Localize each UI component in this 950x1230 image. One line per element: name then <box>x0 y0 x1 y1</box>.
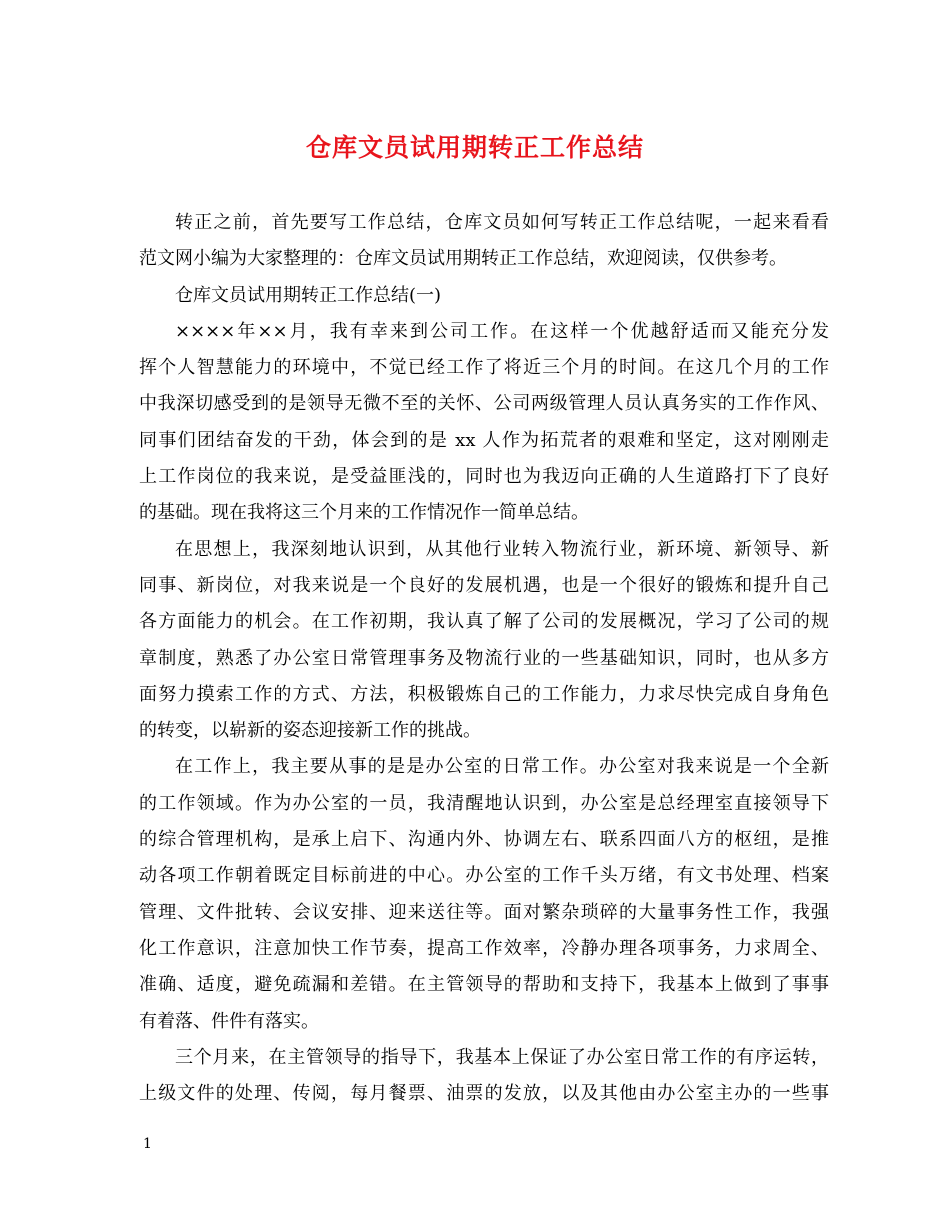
text-line: 上级文件的处理、传阅，每月餐票、油票的发放，以及其他由办公室主办的一些事 <box>139 1083 829 1105</box>
text-line: 各方面能力的机会。在工作初期，我认真了解了公司的发展概况，学习了公司的规 <box>139 611 829 633</box>
text-line: 动各项工作朝着既定目标前进的中心。办公室的工作千头万绪，有文书处理、档案 <box>139 865 829 887</box>
text-line: 有着落、件件有落实。 <box>139 1010 319 1032</box>
document-body <box>139 205 829 1112</box>
text-line: 上工作岗位的我来说，是受益匪浅的，同时也为我迈向正确的人生道路打下了良好 <box>139 466 829 488</box>
text-line: 化工作意识，注意加快工作节奏，提高工作效率，冷静办理各项事务，力求周全、 <box>139 937 829 959</box>
text-line: 章制度，熟悉了办公室日常管理事务及物流行业的一些基础知识，同时，也从多方 <box>139 647 829 669</box>
text-line: 在思想上，我深刻地认识到，从其他行业转入物流行业，新环境、新领导、新 <box>175 538 829 560</box>
page-number: 1 <box>143 1136 152 1152</box>
text-line: ××××年××月，我有幸来到公司工作。在这样一个优越舒适而又能充分发 <box>175 320 829 342</box>
text-line: 挥个人智慧能力的环境中，不觉已经工作了将近三个月的时间。在这几个月的工作 <box>139 357 829 379</box>
text-line: 三个月来，在主管领导的指导下，我基本上保证了办公室日常工作的有序运转， <box>175 1046 829 1068</box>
text-line: 在工作上，我主要从事的是是办公室的日常工作。办公室对我来说是一个全新 <box>175 756 829 778</box>
text-line: 的工作领域。作为办公室的一员，我清醒地认识到，办公室是总经理室直接领导下 <box>139 792 829 814</box>
document-title: 仓库文员试用期转正工作总结 <box>305 133 644 162</box>
text-line: 同事们团结奋发的干劲，体会到的是 xx 人作为拓荒者的艰难和坚定，这对刚刚走 <box>139 429 829 451</box>
text-line: 准确、适度，避免疏漏和差错。在主管领导的帮助和支持下，我基本上做到了事事 <box>139 974 829 996</box>
text-line: 同事、新岗位，对我来说是一个良好的发展机遇，也是一个很好的锻炼和提升自己 <box>139 574 829 596</box>
text-line: 范文网小编为大家整理的：仓库文员试用期转正工作总结，欢迎阅读，仅供参考。 <box>139 248 787 270</box>
text-line: 转正之前，首先要写工作总结，仓库文员如何写转正工作总结呢，一起来看看 <box>175 212 829 233</box>
text-line: 管理、文件批转、会议安排、迎来送往等。面对繁杂琐碎的大量事务性工作，我强 <box>139 901 829 923</box>
section-heading: 仓库文员试用期转正工作总结(一) <box>175 284 442 306</box>
text-line: 的基础。现在我将这三个月来的工作情况作一简单总结。 <box>139 502 589 524</box>
text-line: 面努力摸索工作的方式、方法，积极锻炼自己的工作能力，力求尽快完成自身角色 <box>139 683 829 705</box>
text-line: 的综合管理机构，是承上启下、沟通内外、协调左右、联系四面八方的枢纽，是推 <box>139 829 829 851</box>
text-line: 中我深切感受到的是领导无微不至的关怀、公司两级管理人员认真务实的工作作风、 <box>139 393 829 415</box>
text-line: 的转变，以崭新的姿态迎接新工作的挑战。 <box>139 720 481 742</box>
